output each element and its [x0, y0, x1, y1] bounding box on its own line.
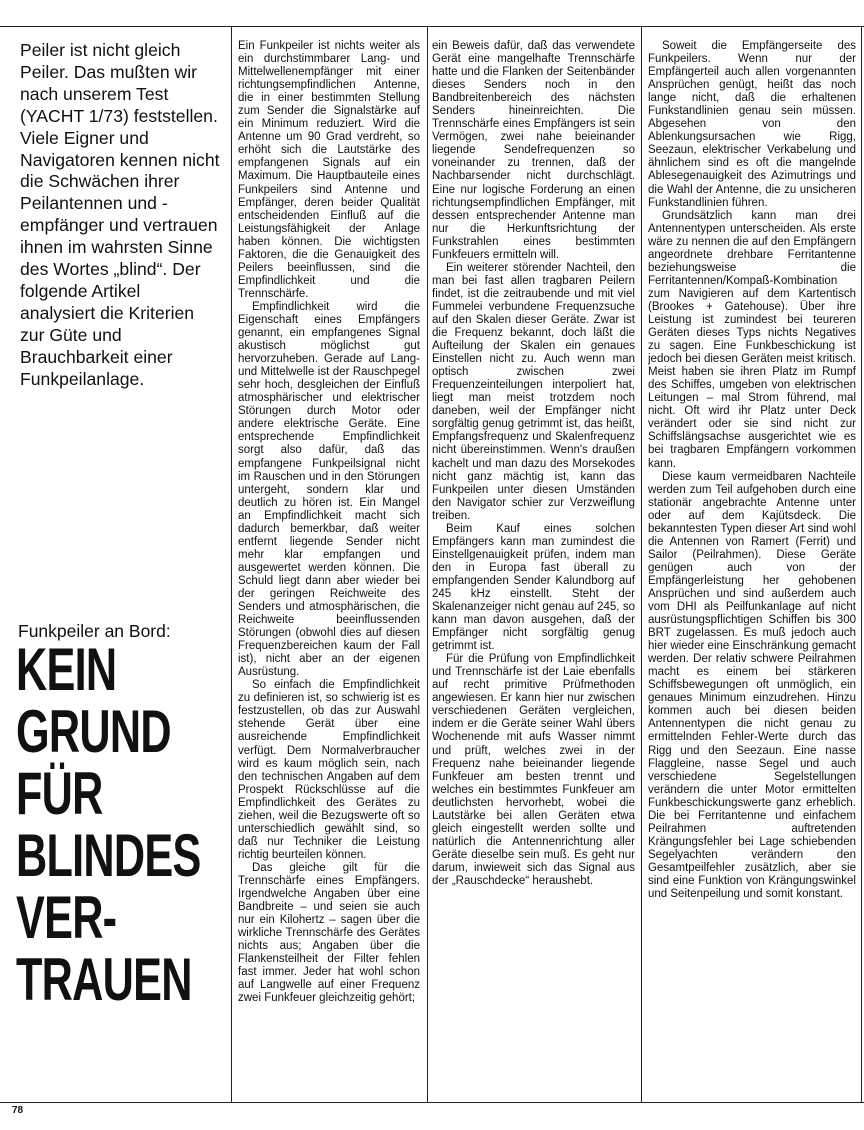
- paragraph: So einfach die Empfindlichkeit zu definieren ist, so schwierig ist es festzustellen, ob das zur Auswahl stehende Gerät über eine ausreichende Empfindlichkeit verfügt. Dem Normalverbraucher wird es kaum möglich sein, nach den technischen Angaben auf dem Prospekt Rückschlüsse auf die Empfindlichkeit des Gerätes zu ziehen, weil die Bezugswerte oft so unterschiedlich gewählt sind, so daß nur Techniker die Leistung richtig beurteilen können.: [238, 679, 420, 861]
- column-rule: [641, 26, 642, 1102]
- paragraph: Empfindlichkeit wird die Eigenschaft eines Empfängers genannt, ein empfangenes Signal akustisch möglichst gut hervorzuheben. Gerade auf Lang- und Mittelwelle ist der Rauschpegel sehr hoch, desgleichen der Einfluß atmosphärischer und elektrischer Störungen durch Motor oder andere elektrische Geräte. Eine entsprechende Empfindlichkeit sorgt also dafür, daß das empfangene Funkpeilsignal nicht im Rauschen und in den Störungen untergeht, sondern klar und deutlich zu hören ist. Ein Mangel an Empfindlichkeit macht sich dadurch bemerkbar, daß weiter entfernt liegende Sender nicht mehr klar empfangen und ausgewertet werden können. Die Schuld liegt dann aber wieder bei der geringen Reichweite des Senders und atmosphärischen, die Reichweite beeinflussenden Störungen (obwohl dies auf diesen Frequenzbereichen kaum der Fall ist), nicht aber an der eigenen Ausrüstung.: [238, 300, 420, 679]
- headline-line: FÜR: [16, 760, 103, 827]
- paragraph: Beim Kauf eines solchen Empfängers kann man zumindest die Einstellgenauigkeit prüfen, indem man den in Europa fast überall zu empfangenden Sender Kalundborg auf 245 kHz einstellt. Steht der Skalenanzeiger nicht genau auf 245, so kann man davon ausgehen, daß der Empfänger nicht sorgfältig genug getrimmt ist.: [432, 522, 635, 653]
- top-rule: [0, 0, 864, 27]
- bottom-rule: [0, 1102, 864, 1103]
- paragraph: Grundsätzlich kann man drei Antennentypen unterscheiden. Als erste wäre zu nennen die auf den Empfängern angeordnete drehbare Ferritantenne beziehungsweise die Ferritantennen/Kompaß-Kombination zum Navigieren auf dem Kartentisch (Brookes + Gatehouse). Über ihre Leistung ist zumindest bei teureren Geräten dieses Typs nichts Negatives zu sagen. Eine Funkbeschickung ist jedoch bei diesen Geräten meist kritisch. Meist haben sie ihren Platz im Rumpf des Schiffes, umgeben von elektrischen Leitungen – mal Strom führend, mal nicht. Oft wird ihr Platz unter Deck verändert oder sie sind nicht zur Schiffslängsachse ausgerichtet wie es bei tragbaren Empfängern vorkommen kann.: [648, 209, 856, 470]
- headline-line: KEIN: [16, 636, 117, 703]
- article-column-3: [648, 40, 856, 1098]
- headline-line: VER-: [16, 884, 117, 951]
- paragraph: Ein Funkpeiler ist nichts weiter als ein durchstimmbarer Lang- und Mittelwellenempfänger mit einer richtungsempfindlichen Antenne, die in einer bestimmten Stellung zum Sender die Signalstärke auf ein Minimum reduziert. Wird die Antenne um 90 Grad verdreht, so erhöht sich die Lautstärke des empfangenen Signals auf ein Maximum. Die Hauptbauteile eines Funkpeilers sind Antenne und Empfänger, deren beider Qualität entscheidenden Einfluß auf die Leistungsfähigkeit der Anlage haben können. Die wichtigsten Faktoren, die die Genauigkeit des Peilers beeinflussen, sind die Empfindlichkeit und die Trennschärfe.: [238, 40, 420, 300]
- headline: [16, 636, 232, 1013]
- paragraph: Soweit die Empfängerseite des Funkpeilers. Wenn nur der Empfängerteil auch allen vorgenannten Ansprüchen genügt, heißt das noch lange nicht, daß die erhaltenen Funkstandlinien genau sein müssen. Abgesehen von den Ablenkungsursachen wie Rigg, Seezaun, elektrischer Verkabelung und ähnlichem sind es oft die mangelnde Ablesegenauigkeit des Azimutrings und die Wahl der Antenne, die zu unsicheren Funkstandlinien führen.: [648, 40, 856, 209]
- headline-kicker: Funkpeiler an Bord:: [18, 621, 171, 641]
- column-rule: [427, 26, 428, 1102]
- article-column-2: [432, 40, 635, 1098]
- paragraph: Für die Prüfung von Empfindlichkeit und Trennschärfe ist der Laie ebenfalls auf recht primitive Prüfmethoden angewiesen. Er kann hier nur zwischen verschiedenen Geräten vergleichen, indem er die Geräte seiner Wahl übers Wochenende mit aufs Wasser nimmt und prüft, welches zwei in der Frequenz nahe beieinander liegende Funkfeuer am besten trennt und welches ein bestimmtes Funkfeuer am deutlichsten hervorhebt, wobei die Lautstärke bei allen Geräten etwa gleich eingestellt werden sollte und natürlich die Antennenrichtung aller Geräte dieselbe sein muß. Es geht nur darum, inwieweit sich das Signal aus der „Rauschdecke“ heraushebt.: [432, 653, 635, 887]
- paragraph: Diese kaum vermeidbaren Nachteile werden zum Teil aufgehoben durch eine stationär angebrachte Antenne unter oder auf dem Kajütsdeck. Die bekanntesten Typen dieser Art sind wohl die Antennen von Ramert (Ferrit) und Sailor (Peilrahmen). Diese Geräte genügen auch von der Empfängerleistung her gehobenen Ansprüchen und sind außerdem auch vom DHI als Peilfunkanlage auf nicht ausrüstungspflichtigen Schiffen bis 300 BRT zugelassen. Es muß jedoch auch hier wieder eine Einschränkung gemacht werden. Der relativ schwere Peilrahmen macht es einem bei stärkeren Schiffsbewegungen oft unmöglich, ein genaues Minimum einzudrehen. Hinzu kommen auch bei diesen beiden Antennentypen die nicht genau zu ermittelnden Fehler-Werte durch das Rigg und den Seezaun. Eine nasse Flaggleine, nasse Segel und auch verschiedene Segelstellungen verändern die unter Motor ermittelten Funkbeschickungswerte ganz erheblich. Die bei Ferritantenne und einfachem Peilrahmen auftretenden Krängungsfehler bei Lage schiebenden Segelyachten verändern den Gesamtpeilfehler zusätzlich, aber sie sind eine Funktion von Krängungswinkel und Seitenpeilung und somit konstant.: [648, 470, 856, 901]
- intro-text: Peiler ist nicht gleich Peiler. Das mußten wir nach unserem Test (YACHT 1/73) feststellen. Viele Eigner und Navigatoren kennen nicht die Schwächen ihrer Peilantennen und -empfänger und vertrauen ihnen im wahrsten Sinne des Wortes „blind“. Der folgende Artikel analysiert die Kriterien zur Güte und Brauchbarkeit einer Funkpeilanlage.: [20, 40, 220, 389]
- page-number: 78: [12, 1105, 24, 1116]
- headline-line: BLINDES: [16, 822, 201, 889]
- column-rule: [861, 26, 862, 1102]
- article-column-1: [238, 40, 420, 1098]
- headline-line: TRAUEN: [16, 946, 192, 1013]
- paragraph: ein Beweis dafür, daß das verwendete Gerät eine mangelhafte Trennschärfe hatte und die Flanken der Seitenbänder dieses Senders noch in den Bandbreitenbereich des nächsten Senders hineinreichten. Die Trennschärfe eines Empfängers ist sein Vermögen, zwei nahe beieinander liegende Sendefrequenzen so voneinander zu trennen, daß der Nachbarsender nicht durchschlägt. Eine nur logische Forderung an einen richtungsempfindlichen Empfänger, mit dessen entsprechender Antenne man nur die Herkunftsrichtung der Funkstrahlen eines bestimmten Funkfeuers ermitteln will.: [432, 40, 635, 261]
- paragraph: Ein weiterer störender Nachteil, den man bei fast allen tragbaren Peilern findet, ist die zeitraubende und mit viel Fummelei verbundene Frequenzsuche auf den Skalen dieser Geräte. Zwar ist die Frequenz bekannt, doch läßt die Aufteilung der Skalen ein genaues Einstellen nicht zu. Auch wenn man optisch zwischen zwei Frequenzeinteilungen interpoliert hat, liegt man meist trotzdem noch daneben, weil der Empfänger nicht sorgfältig genug getrimmt ist, das heißt, Empfangsfrequenz und Skalenfrequenz nicht übereinstimmen. Wenn's draußen kachelt und man dazu des Morsekodes nicht ganz mächtig ist, kann das Funkpeilen unter diesen Umständen den Navigator schier zur Verzweiflung treiben.: [432, 261, 635, 522]
- paragraph: Das gleiche gilt für die Trennschärfe eines Empfängers. Irgendwelche Angaben über eine Bandbreite – und seien sie auch nur ein Kilohertz – sagen über die wirkliche Trennschärfe des Gerätes nichts aus; Angaben über die Flankensteilheit der Filter fehlen fast immer. Jeder hat wohl schon auf Langwelle auf einer Frequenz zwei Funkfeuer gleichzeitig gehört;: [238, 861, 420, 1005]
- headline-line: GRUND: [16, 698, 171, 765]
